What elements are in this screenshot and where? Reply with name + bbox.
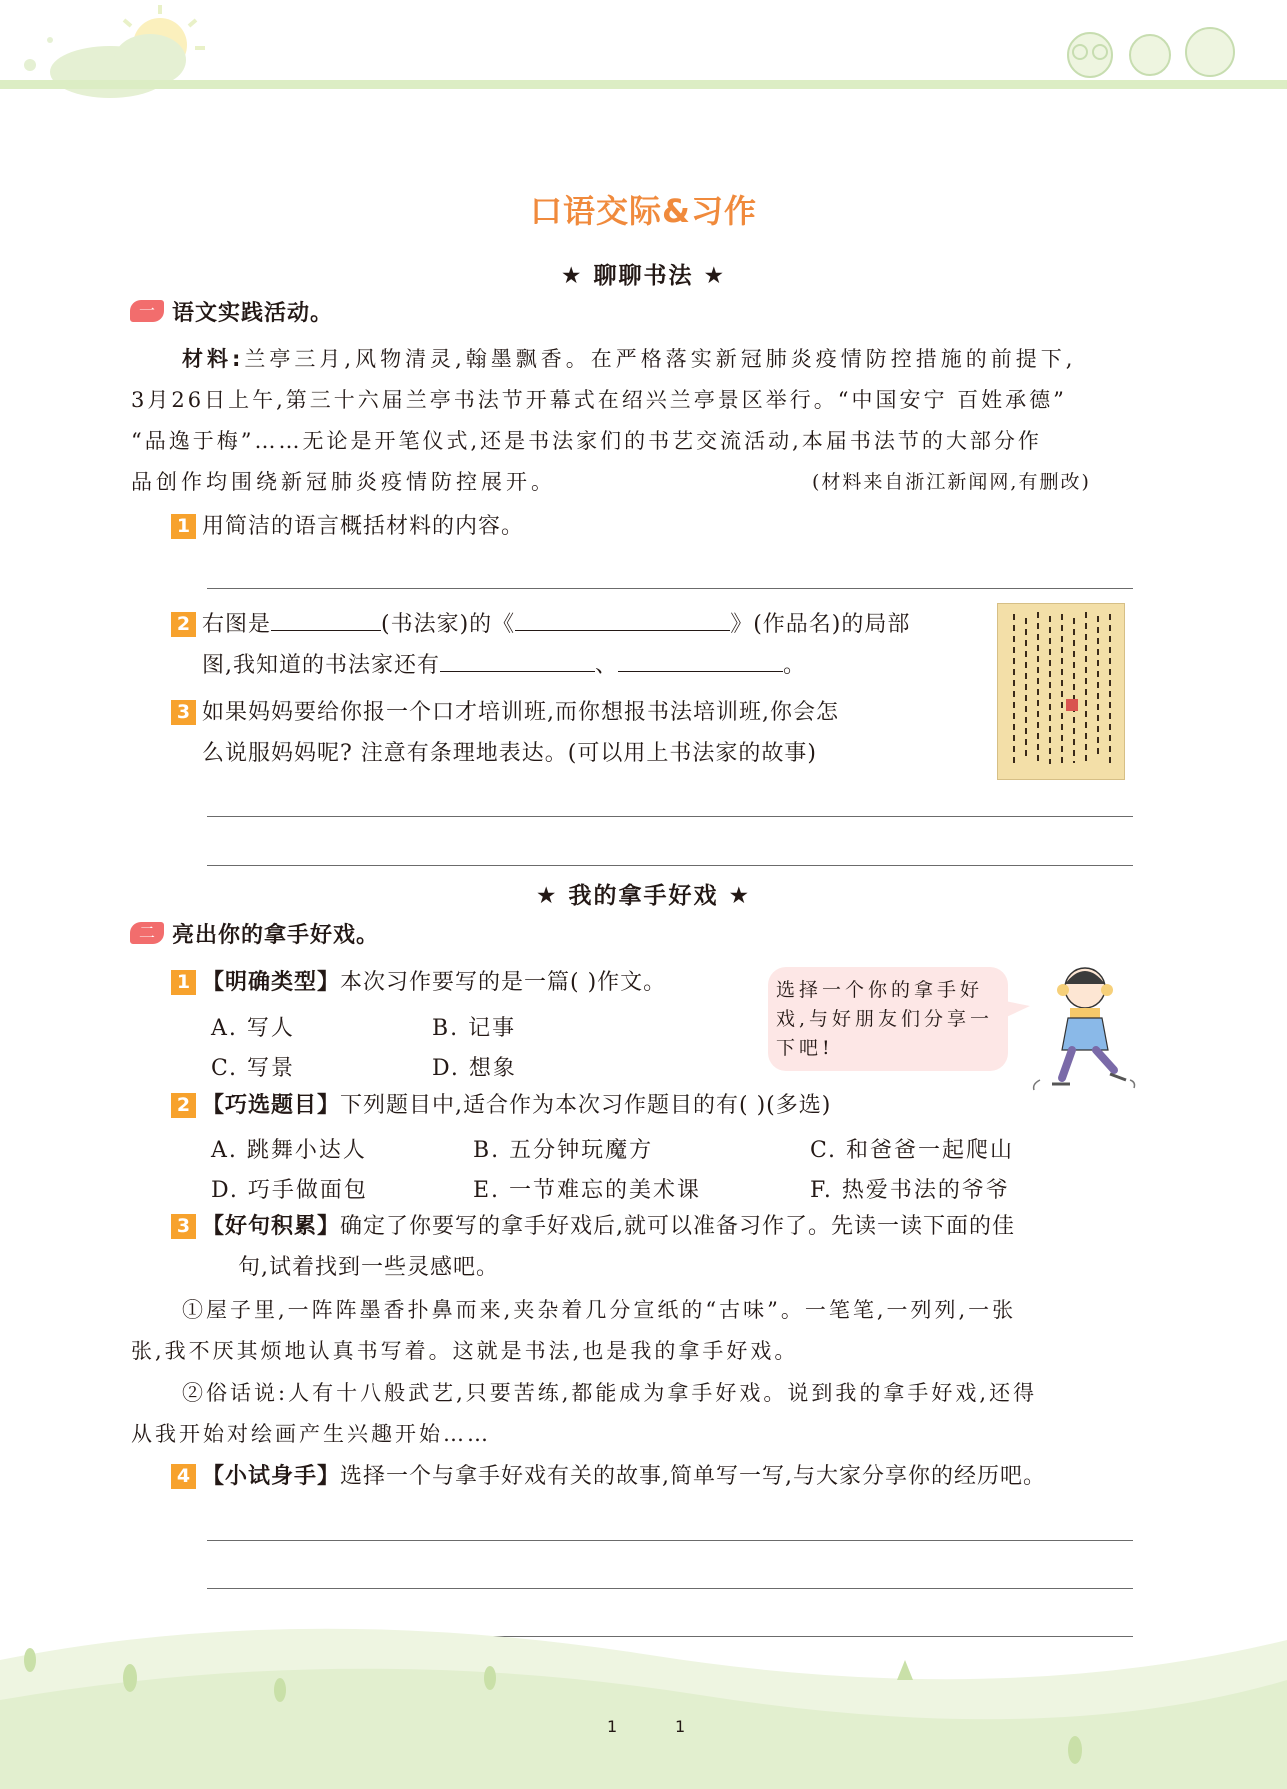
material-line: “品逸于梅”……无论是开笔仪式,还是书法家们的书艺交流活动,本届书法节的大部分作 [131, 429, 1042, 453]
s2-question-4 [171, 1456, 1046, 1497]
blank-other-calligrapher-2[interactable] [618, 645, 783, 672]
question-text: (书法家)的《 [381, 612, 516, 637]
question-text: 确定了你要写的拿手好戏后,就可以准备习作了。先读一读下面的佳 [340, 1214, 1016, 1239]
blank-work-name[interactable] [515, 604, 730, 631]
question-text: 用简洁的语言概括材料的内容。 [202, 514, 525, 539]
section1-subtitle: ★ 聊聊书法 ★ [560, 263, 727, 289]
section2-subtitle: ★ 我的拿手好戏 ★ [535, 883, 752, 909]
page-title: 口语交际&习作 [530, 192, 757, 230]
option[interactable]: A. 跳舞小达人 [211, 1138, 367, 1163]
section2-heading [130, 918, 379, 948]
question-number: 2 [171, 612, 196, 637]
question-text: 右图是 [202, 612, 272, 637]
question-text: 本次习作要写的是一篇( )作文。 [340, 970, 667, 995]
question-tag: 【巧选题目】 [202, 1093, 341, 1118]
answer-line[interactable] [207, 816, 1133, 817]
question-text: 么说服妈妈呢? 注意有条理地表达。(可以用上书法家的故事) [202, 741, 817, 766]
answer-line[interactable] [207, 865, 1133, 866]
blank-other-calligrapher-1[interactable] [440, 645, 595, 672]
question-number: 3 [171, 1214, 196, 1239]
option[interactable]: C. 写景 [211, 1056, 296, 1081]
question-number: 2 [171, 1093, 196, 1118]
option[interactable]: B. 五分钟玩魔方 [473, 1138, 654, 1163]
example-sentence: ②俗话说:人有十八般武艺,只要苦练,都能成为拿手好戏。说到我的拿手好戏,还得 [182, 1381, 1038, 1405]
question-3 [171, 692, 1002, 774]
question-text: 》(作品名)的局部 [730, 612, 911, 637]
material-label: 材料: [182, 347, 245, 371]
question-text: 句,试着找到一些灵感吧。 [238, 1255, 499, 1280]
question-1 [171, 506, 524, 547]
option[interactable]: D. 巧手做面包 [211, 1178, 368, 1203]
page-number: 1 [675, 1717, 686, 1736]
option[interactable]: A. 写人 [211, 1016, 295, 1041]
s2-question-2 [171, 1085, 831, 1126]
answer-line[interactable] [207, 1540, 1133, 1541]
animal-faces-icon [1068, 28, 1234, 77]
question-tag: 【明确类型】 [202, 970, 341, 995]
calligraphy-image [997, 603, 1125, 780]
material-line: 3月26日上午,第三十六届兰亭书法节开幕式在绍兴兰亭景区举行。“中国安宁 百姓承德” [131, 388, 1067, 412]
question-number: 3 [171, 700, 196, 725]
s2-question-3 [171, 1206, 1182, 1288]
question-number: 1 [171, 970, 196, 995]
header-divider [0, 80, 1287, 89]
option[interactable]: C. 和爸爸一起爬山 [810, 1138, 1015, 1163]
section-badge: 一 [130, 300, 164, 322]
answer-line[interactable] [207, 588, 1133, 589]
option[interactable]: D. 想象 [432, 1056, 517, 1081]
section-heading-text: 语文实践活动。 [172, 300, 334, 326]
page-number: 1 [607, 1717, 618, 1736]
speech-bubble-text: 选择一个你的拿手好戏,与好朋友们分享一下吧! [776, 979, 994, 1059]
material-line: 品创作均围绕新冠肺炎疫情防控展开。 [131, 470, 556, 494]
question-number: 4 [171, 1464, 196, 1489]
question-number: 1 [171, 514, 196, 539]
seal-icon [1066, 699, 1078, 711]
question-text: 。 [783, 653, 807, 678]
question-text: 下列题目中,适合作为本次习作题目的有( )(多选) [340, 1093, 832, 1118]
question-text: 选择一个与拿手好戏有关的故事,简单写一写,与大家分享你的经历吧。 [340, 1464, 1047, 1489]
material-source: (材料来自浙江新闻网,有删改) [812, 471, 1091, 493]
material-text: 兰亭三月,风物清灵,翰墨飘香。在严格落实新冠肺炎疫情防控措施的前提下, [244, 347, 1077, 371]
example-sentence: ①屋子里,一阵阵墨香扑鼻而来,夹杂着几分宣纸的“古味”。一笔笔,一列列,一张 [182, 1298, 1017, 1322]
question-tag: 【好句积累】 [202, 1214, 341, 1239]
answer-line[interactable] [207, 1588, 1133, 1589]
option[interactable]: F. 热爱书法的爷爷 [810, 1178, 1010, 1203]
option[interactable]: B. 记事 [432, 1016, 517, 1041]
section-heading-text: 亮出你的拿手好戏。 [172, 922, 380, 948]
option[interactable]: E. 一节难忘的美术课 [473, 1178, 702, 1203]
example-sentence: 从我开始对绘画产生兴趣开始…… [131, 1422, 491, 1446]
s2-question-1 [171, 962, 666, 1003]
question-text: 如果妈妈要给你报一个口才培训班,而你想报书法培训班,你会怎 [202, 700, 839, 725]
footer-hills [0, 1600, 1287, 1789]
example-sentence: 张,我不厌其烦地认真书写着。这就是书法,也是我的拿手好戏。 [131, 1339, 799, 1363]
section1-heading [130, 296, 333, 326]
section-badge: 二 [130, 922, 164, 944]
question-tag: 【小试身手】 [202, 1464, 341, 1489]
question-text: 、 [595, 653, 619, 678]
blank-calligrapher[interactable] [271, 604, 381, 631]
question-2 [171, 604, 962, 686]
question-text: 图,我知道的书法家还有 [202, 653, 440, 678]
skating-boy-icon [1030, 960, 1140, 1095]
material-line [182, 339, 1142, 380]
